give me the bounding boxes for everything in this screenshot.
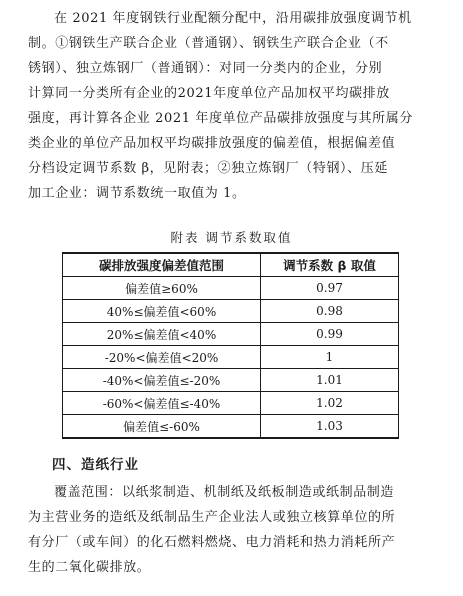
table-row (63, 346, 399, 369)
paragraph-line: 有分厂（或车间）的化石燃料燃烧、电力消耗和热力消耗所产 (28, 535, 396, 550)
paragraph-line: 在 2021 年度钢铁行业配额分配中，沿用碳排放强度调节机 (54, 11, 412, 26)
beta-value-cell: 0.99 (261, 323, 399, 346)
deviation-range-cell: 偏差值≤-60% (63, 415, 261, 439)
deviation-range-cell: 20%≤偏差值<40% (63, 323, 261, 346)
deviation-range-cell: 偏差值≥60% (63, 277, 261, 300)
column-header-beta-value: 调节系数 β 取值 (261, 253, 399, 277)
beta-value-cell: 0.97 (261, 277, 399, 300)
table-header-row (63, 253, 399, 277)
deviation-range-cell: 40%≤偏差值<60% (63, 300, 261, 323)
table-row (63, 392, 399, 415)
paragraph-line: 强度，再计算各企业 2021 年度单位产品碳排放强度与其所属分 (28, 111, 413, 126)
paragraph-line: 生的二氧化碳排放。 (28, 560, 151, 575)
paragraph-line: 分档设定调节系数 β，见附表；②独立炼钢厂（特钢）、压延 (28, 161, 388, 176)
section-heading-paper-industry: 四、造纸行业 (52, 457, 139, 473)
paragraph-line: 加工企业：调节系数统一取值为 1。 (28, 186, 246, 201)
beta-value-cell: 1 (261, 346, 399, 369)
table-row (63, 300, 399, 323)
beta-value-cell: 1.01 (261, 369, 399, 392)
paragraph-line: 覆盖范围：以纸浆制造、机制纸及纸板制造或纸制品制造 (54, 485, 395, 500)
deviation-range-cell: -60%<偏差值≤-40% (63, 392, 261, 415)
beta-value-cell: 0.98 (261, 300, 399, 323)
paper-coverage-paragraph (28, 480, 440, 580)
table-row (63, 323, 399, 346)
deviation-range-cell: -20%<偏差值<20% (63, 346, 261, 369)
steel-allocation-paragraph (28, 6, 440, 206)
paragraph-line: 为主营业务的造纸及纸制品生产企业法人或独立核算单位的所 (28, 510, 396, 525)
table-caption: 附表 调节系数取值 (170, 230, 293, 245)
beta-value-cell: 1.03 (261, 415, 399, 439)
paragraph-line: 制。①钢铁生产联合企业（普通钢）、钢铁生产联合企业（不 (28, 36, 389, 51)
paragraph-line: 类企业的单位产品加权平均碳排放强度的偏差值，根据偏差值 (28, 136, 396, 151)
column-header-deviation-range: 碳排放强度偏差值范围 (63, 253, 261, 277)
deviation-range-cell: -40%<偏差值≤-20% (63, 369, 261, 392)
beta-value-cell: 1.02 (261, 392, 399, 415)
table-row (63, 415, 399, 439)
adjustment-coefficient-table (62, 252, 399, 439)
table-row (63, 369, 399, 392)
table-row (63, 277, 399, 300)
paragraph-line: 计算同一分类所有企业的2021年度单位产品加权平均碳排放 (28, 86, 390, 101)
paragraph-line: 锈钢）、独立炼钢厂（普通钢）：对同一分类内的企业，分别 (28, 61, 383, 76)
